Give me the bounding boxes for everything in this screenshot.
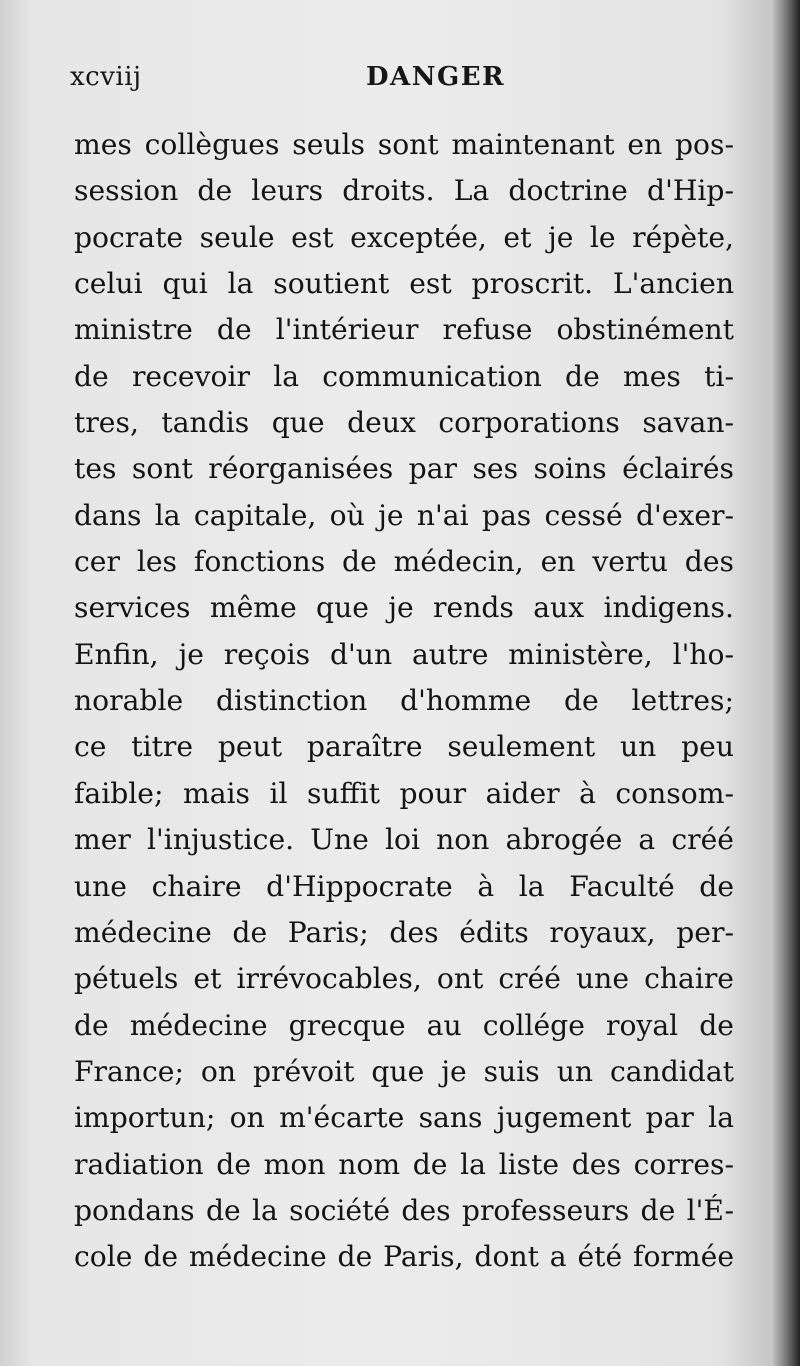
text-line: services même que je rends aux indigens. — [74, 591, 734, 625]
text-line: ministre de l'intérieur refuse obstinément — [74, 313, 734, 347]
text-line: de médecine grecque au collége royal de — [74, 1008, 734, 1042]
text-line: celui qui la soutient est proscrit. L'ancien — [74, 267, 734, 301]
page-number: xcviij — [70, 62, 142, 92]
text-line: pétuels et irrévocables, ont créé une chaire — [74, 962, 734, 996]
text-line: norable distinction d'homme de lettres; — [74, 684, 734, 718]
page-edge-shadow — [770, 0, 800, 1366]
text-line: une chaire d'Hippocrate à la Faculté de — [74, 869, 734, 903]
text-line: Enfin, je reçois d'un autre ministère, l'ho- — [74, 637, 734, 671]
text-line: ce titre peut paraître seulement un peu — [74, 730, 734, 764]
text-line: cer les fonctions de médecin, en vertu des — [74, 545, 734, 579]
text-line: cole de médecine de Paris, dont a été formée — [74, 1240, 734, 1274]
text-line: faible; mais il suffit pour aider à consom- — [74, 776, 734, 810]
text-line: mer l'injustice. Une loi non abrogée a créé — [74, 823, 734, 857]
text-line: radiation de mon nom de la liste des corres- — [74, 1147, 734, 1181]
text-line: France; on prévoit que je suis un candidat — [74, 1054, 734, 1088]
text-line: pondans de la société des professeurs de l'É- — [74, 1193, 734, 1227]
text-line: tes sont réorganisées par ses soins éclairés — [74, 452, 734, 486]
text-line: tres, tandis que deux corporations savan- — [74, 406, 734, 440]
text-line: session de leurs droits. La doctrine d'Hip- — [74, 174, 734, 208]
text-body — [74, 122, 734, 1281]
text-line: importun; on m'écarte sans jugement par la — [74, 1101, 734, 1135]
text-line: mes collègues seuls sont maintenant en pos- — [74, 128, 734, 161]
text-line: médecine de Paris; des édits royaux, per- — [74, 915, 734, 949]
page-header — [70, 62, 770, 112]
running-head: DANGER — [366, 62, 506, 92]
text-line: dans la capitale, où je n'ai pas cessé d'exer- — [74, 498, 734, 532]
text-line: pocrate seule est exceptée, et je le répète, — [74, 220, 734, 254]
text-line: de recevoir la communication de mes ti- — [74, 359, 734, 393]
